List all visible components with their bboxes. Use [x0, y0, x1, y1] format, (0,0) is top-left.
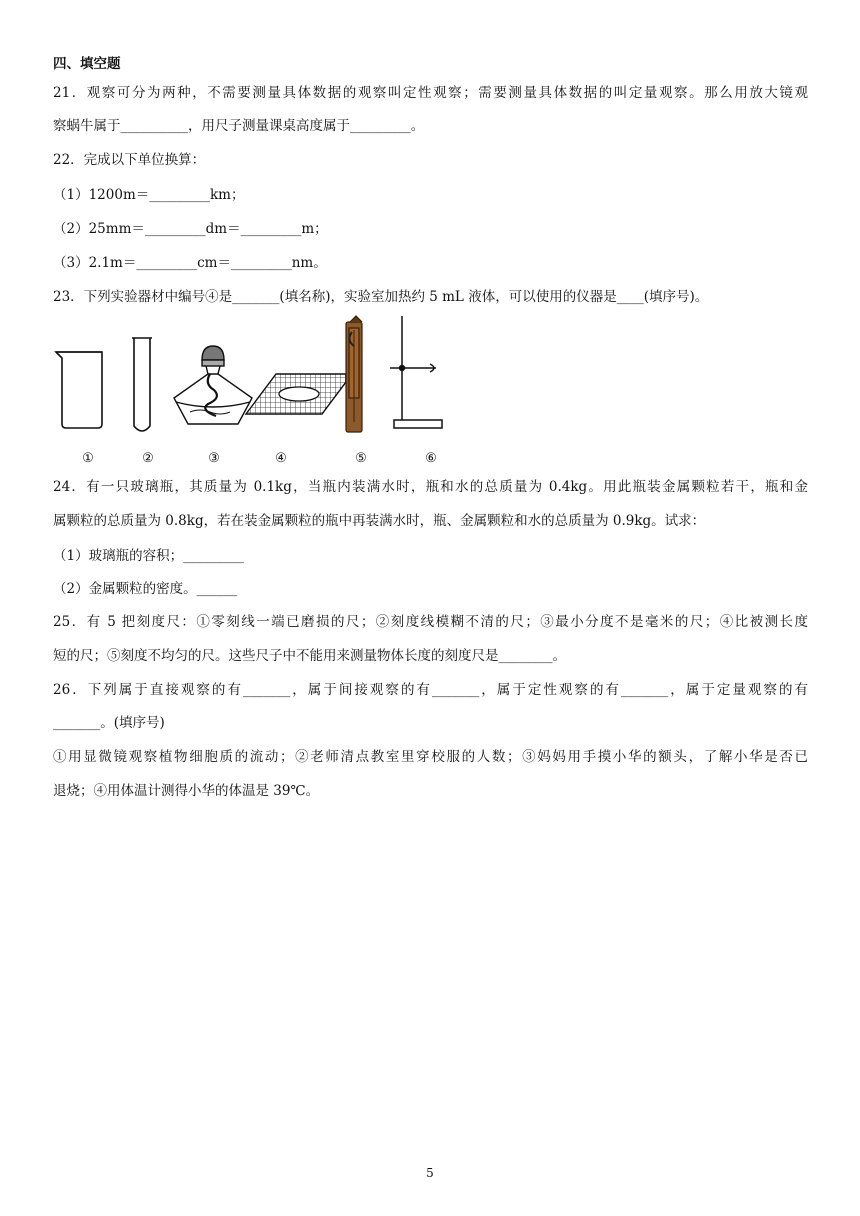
- q23-text: 23．下列实验器材中编号④是_______(填名称)，实验室加热约 5 mL 液体，可以使用的仪器是____(填序号)。: [53, 289, 709, 305]
- q21-line2: 察蜗牛属于__________，用尺子测量课桌高度属于_________。: [53, 118, 425, 134]
- q24-line1: 24．有一只玻璃瓶，其质量为 0.1kg，当瓶内装满水时，瓶和水的总质量为 0.4kg。用此瓶装金属颗粒若干，瓶和金: [53, 479, 808, 495]
- q25-line2: 短的尺；⑤刻度不均匀的尺。这些尺子中不能用来测量物体长度的刻度尺是________。: [53, 648, 566, 664]
- section-title: 四、填空题: [53, 56, 121, 72]
- iron-stand-icon: [390, 316, 442, 428]
- q26-line2: _______。(填序号): [53, 715, 165, 731]
- label-2: ②: [142, 451, 154, 466]
- q26-line3: ①用显微镜观察植物细胞质的流动；②老师清点教室里穿校服的人数；③妈妈用手摸小华的额头，了解小华是否已: [53, 749, 808, 765]
- label-6: ⑥: [425, 451, 437, 466]
- q25-line1: 25．有 5 把刻度尺：①零刻线一端已磨损的尺；②刻度线模糊不清的尺；③最小分度不是毫米的尺；④比被测长度: [53, 614, 808, 630]
- q24-part2: （2）金属颗粒的密度。______: [53, 581, 238, 597]
- beaker-icon: [56, 352, 102, 428]
- q26-line4: 退烧；④用体温计测得小华的体温是 39℃。: [53, 783, 320, 799]
- apparatus-figure: [50, 312, 450, 472]
- q21-line1: 21．观察可分为两种，不需要测量具体数据的观察叫定性观察；需要测量具体数据的叫定量观察。那么用放大镜观: [53, 85, 808, 101]
- label-5: ⑤: [355, 451, 367, 466]
- wire-gauze-icon: [246, 374, 352, 414]
- page-number: 5: [426, 1166, 434, 1180]
- label-3: ③: [208, 451, 220, 466]
- q22-title: 22．完成以下单位换算：: [53, 152, 206, 168]
- test-tube-holder-icon: [346, 316, 362, 432]
- label-4: ④: [275, 451, 287, 466]
- q22-part1: （1）1200m＝_________km；: [53, 187, 245, 203]
- label-1: ①: [82, 451, 94, 466]
- q22-part3: （3）2.1m＝_________cm＝_________nm。: [53, 255, 327, 271]
- q24-part1: （1）玻璃瓶的容积；_________: [53, 548, 244, 564]
- alcohol-lamp-icon: [174, 346, 252, 424]
- q26-line1: 26．下列属于直接观察的有_______，属于间接观察的有_______，属于定性观察的有_______，属于定量观察的有: [53, 682, 808, 698]
- q22-part2: （2）25mm＝_________dm＝_________m；: [53, 221, 328, 237]
- q24-line2: 属颗粒的总质量为 0.8kg，若在装金属颗粒的瓶中再装满水时，瓶、金属颗粒和水的总质量为 0.9kg。试求：: [53, 513, 706, 529]
- test-tube-icon: [132, 338, 152, 431]
